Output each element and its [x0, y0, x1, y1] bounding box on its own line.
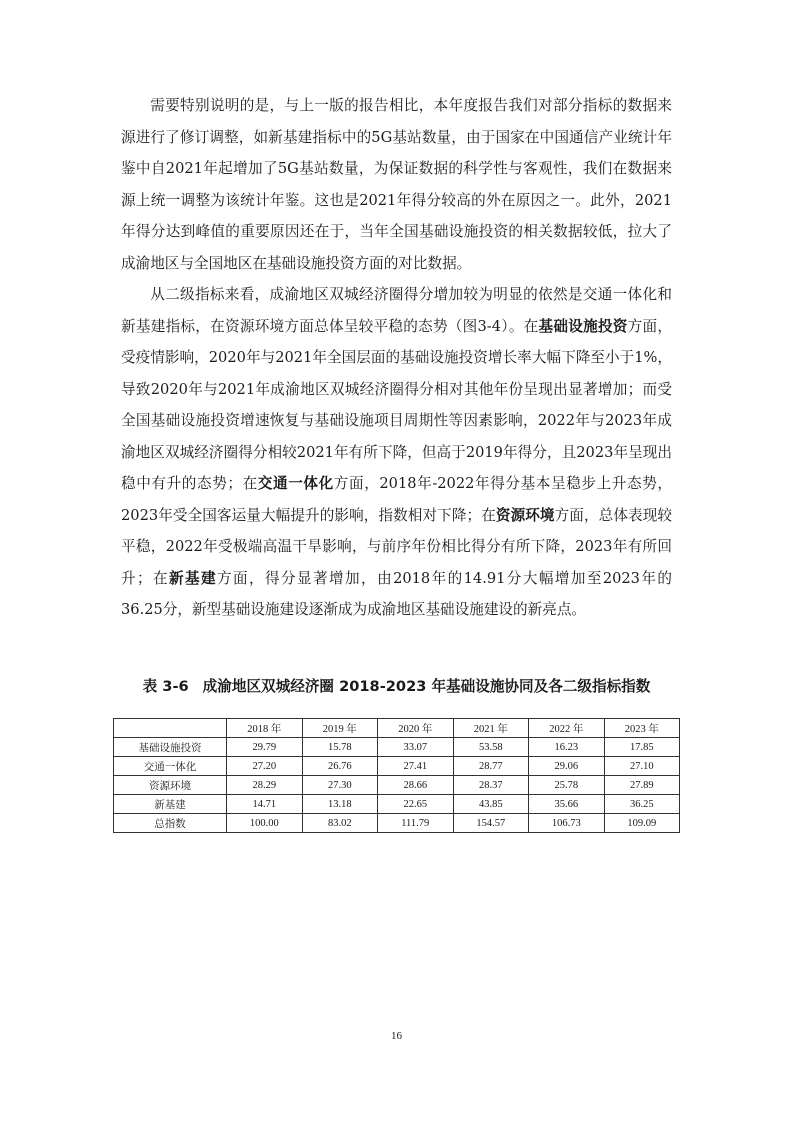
table-caption	[121, 676, 672, 698]
table-row	[114, 814, 680, 833]
row-label: 交通一体化	[114, 757, 227, 776]
row-label: 基础设施投资	[114, 738, 227, 757]
table-cell: 53.58	[453, 738, 529, 757]
table-cell: 109.09	[604, 814, 680, 833]
table-row	[114, 738, 680, 757]
table-cell: 83.02	[302, 814, 378, 833]
table-cell: 28.37	[453, 776, 529, 795]
column-header: 2022 年	[529, 719, 605, 738]
table-cell: 27.20	[227, 757, 303, 776]
table-cell: 106.73	[529, 814, 605, 833]
column-header: 2019 年	[302, 719, 378, 738]
page-number: 16	[391, 1030, 402, 1042]
table-cell: 111.79	[378, 814, 454, 833]
table-cell: 36.25	[604, 795, 680, 814]
table-cell: 27.89	[604, 776, 680, 795]
bold-term-new-infrastructure: 新基建	[169, 569, 218, 587]
table-cell: 100.00	[227, 814, 303, 833]
table-cell: 17.85	[604, 738, 680, 757]
table-cell: 28.77	[453, 757, 529, 776]
table-cell: 27.41	[378, 757, 454, 776]
text-run: 方面，受疫情影响，2020年与2021年全国层面的基础设施投资增长率大幅下降至小于1%，导致2020年与2021年成渝地区双城经济圈得分相对其他年份呈现出显著增加；而受全国基础设施投资增速恢复与基础设施项目周期性等因素影响，2022年与2023年成渝地区双城经济圈得分相较2021年有所下降，但高于2019年得分，且2023年呈现出稳中有升的态势；在	[121, 317, 672, 492]
table-cell: 22.65	[378, 795, 454, 814]
table-cell: 27.30	[302, 776, 378, 795]
table-cell: 43.85	[453, 795, 529, 814]
table-header-row	[114, 719, 680, 738]
table-cell: 29.79	[227, 738, 303, 757]
bold-term-resources-environment: 资源环境	[495, 506, 555, 524]
table-cell: 28.29	[227, 776, 303, 795]
table-cell: 29.06	[529, 757, 605, 776]
text-run: 方面，总体表现较平稳，2022年受极端高温干旱影响，与前序年份相比得分有所下降，2023年有所回升；在	[121, 506, 672, 587]
table-cell: 15.78	[302, 738, 378, 757]
row-label: 新基建	[114, 795, 227, 814]
text-run: 方面，得分显著增加，由2018年的14.91分大幅增加至2023年的36.25分，新型基础设施建设逐渐成为成渝地区基础设施建设的新亮点。	[121, 569, 672, 618]
row-label: 总指数	[114, 814, 227, 833]
table-cell: 13.18	[302, 795, 378, 814]
table-row	[114, 757, 680, 776]
table-cell: 25.78	[529, 776, 605, 795]
text-run: 从二级指标来看，成渝地区双城经济圈得分增加较为明显的依然是交通一体化和新基建指标，在资源环境方面总体呈较平稳的态势（图3-4）。在	[121, 286, 672, 335]
paragraph-data-source-note: 需要特别说明的是，与上一版的报告相比，本年度报告我们对部分指标的数据来源进行了修订调整，如新基建指标中的5G基站数量，由于国家在中国通信产业统计年鉴中自2021年起增加了5G基站数量，为保证数据的科学性与客观性，我们在数据来源上统一调整为该统计年鉴。这也是2021年得分较高的外在原因之一。此外，2021年得分达到峰值的重要原因还在于，当年全国基础设施投资的相关数据较低，拉大了成渝地区与全国地区在基础设施投资方面的对比数据。	[121, 97, 672, 272]
table-cell: 16.23	[529, 738, 605, 757]
table-cell: 154.57	[453, 814, 529, 833]
column-header: 2023 年	[604, 719, 680, 738]
table-cell: 26.76	[302, 757, 378, 776]
table-caption-number: 表 3-6	[142, 678, 189, 695]
bold-term-infrastructure-investment: 基础设施投资	[538, 317, 628, 335]
bold-term-transport-integration: 交通一体化	[257, 475, 334, 492]
row-label: 资源环境	[114, 776, 227, 795]
table-cell: 33.07	[378, 738, 454, 757]
table-cell: 35.66	[529, 795, 605, 814]
column-header: 2018 年	[227, 719, 303, 738]
index-table	[113, 718, 680, 833]
table-cell: 28.66	[378, 776, 454, 795]
table-row	[114, 776, 680, 795]
table-corner-cell	[114, 719, 227, 738]
column-header: 2020 年	[378, 719, 454, 738]
table-caption-text: 成渝地区双城经济圈 2018-2023 年基础设施协同及各二级指标指数	[202, 678, 651, 695]
column-header: 2021 年	[453, 719, 529, 738]
table-cell: 14.71	[227, 795, 303, 814]
paragraph-secondary-indicators	[121, 279, 672, 626]
text-run: 方面，2018年-2022年得分基本呈稳步上升态势，2023年受全国客运量大幅提升的影响，指数相对下降；在	[121, 475, 672, 524]
table-cell: 27.10	[604, 757, 680, 776]
table-row	[114, 795, 680, 814]
